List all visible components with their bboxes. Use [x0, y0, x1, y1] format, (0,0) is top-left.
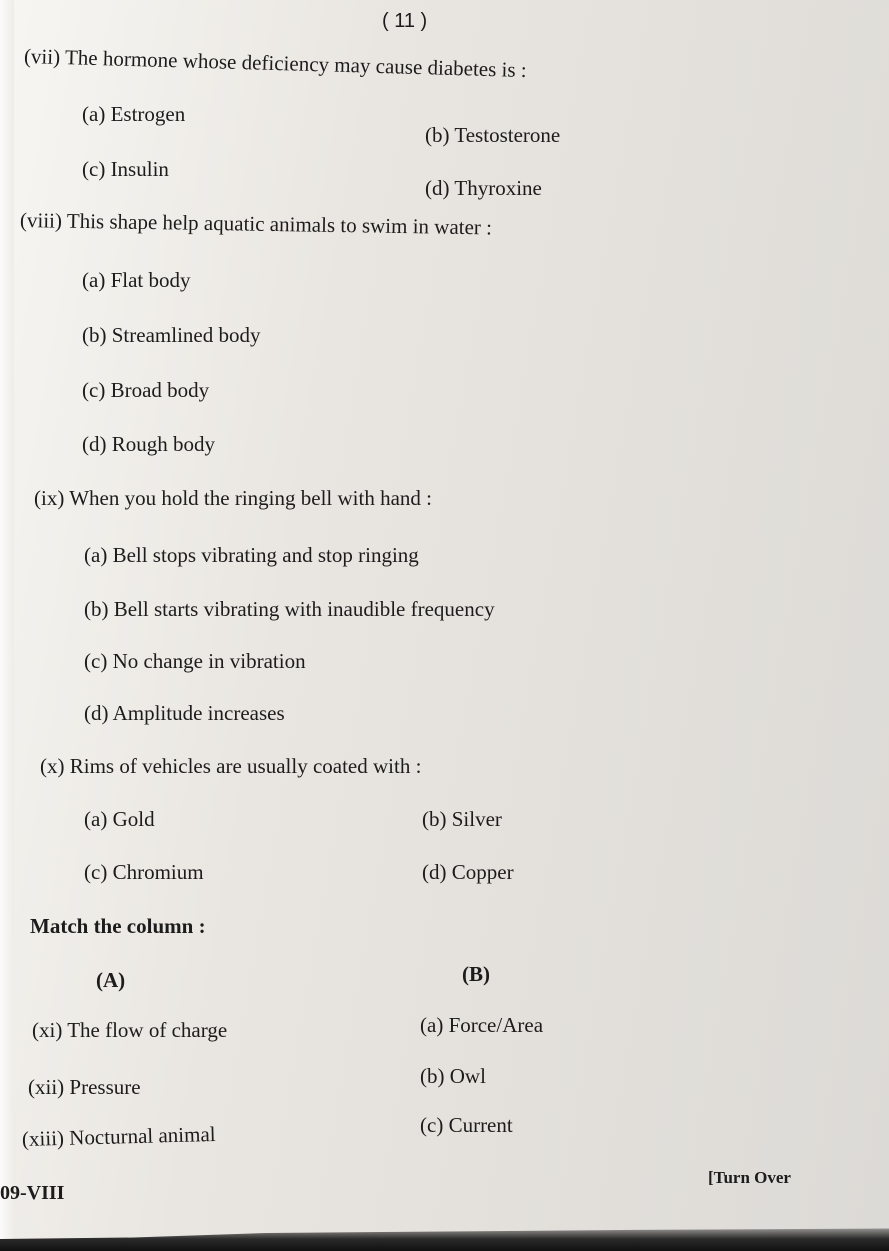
option-d: (d) Copper — [422, 860, 514, 884]
match-heading: Match the column : — [30, 914, 206, 938]
column-b-item: (a) Force/Area — [420, 1013, 544, 1037]
option-a: (a) Bell stops vibrating and stop ringing — [84, 543, 419, 567]
page-edge — [0, 0, 14, 1251]
page-number: ( 11 ) — [382, 10, 428, 32]
question-text: (vii) The hormone whose deficiency may cause diabetes is : — [23, 44, 528, 83]
option-b: (b) Silver — [422, 807, 502, 831]
option-b: (b) Testosterone — [425, 123, 561, 147]
option-b: (b) Streamlined body — [82, 323, 261, 347]
column-b-item: (c) Current — [420, 1113, 513, 1137]
question-text: (ix) When you hold the ringing bell with hand : — [34, 486, 432, 510]
option-c: (c) Chromium — [84, 860, 204, 884]
column-a-item: (xi) The flow of charge — [32, 1018, 228, 1042]
option-b: (b) Bell starts vibrating with inaudible frequency — [84, 597, 495, 621]
bottom-shadow — [0, 1221, 889, 1251]
option-a: (a) Flat body — [82, 268, 191, 292]
footer-code: 09-VIII — [0, 1182, 65, 1204]
column-a-item: (xiii) Nocturnal animal — [21, 1121, 216, 1151]
option-c: (c) Broad body — [82, 378, 210, 402]
column-a-item: (xii) Pressure — [28, 1075, 141, 1099]
option-d: (d) Thyroxine — [425, 176, 542, 200]
option-d: (d) Rough body — [82, 432, 216, 456]
column-b-header: (B) — [462, 962, 490, 986]
column-b-item: (b) Owl — [420, 1064, 486, 1088]
question-text: (x) Rims of vehicles are usually coated with : — [40, 754, 422, 778]
turn-over: [Turn Over — [708, 1168, 791, 1187]
option-c: (c) No change in vibration — [84, 649, 306, 673]
option-a: (a) Gold — [84, 807, 155, 831]
option-a: (a) Estrogen — [82, 102, 186, 126]
option-c: (c) Insulin — [82, 157, 169, 181]
option-d: (d) Amplitude increases — [84, 701, 285, 725]
column-a-header: (A) — [96, 968, 126, 992]
question-text: (viii) This shape help aquatic animals to swim in water : — [19, 208, 493, 240]
